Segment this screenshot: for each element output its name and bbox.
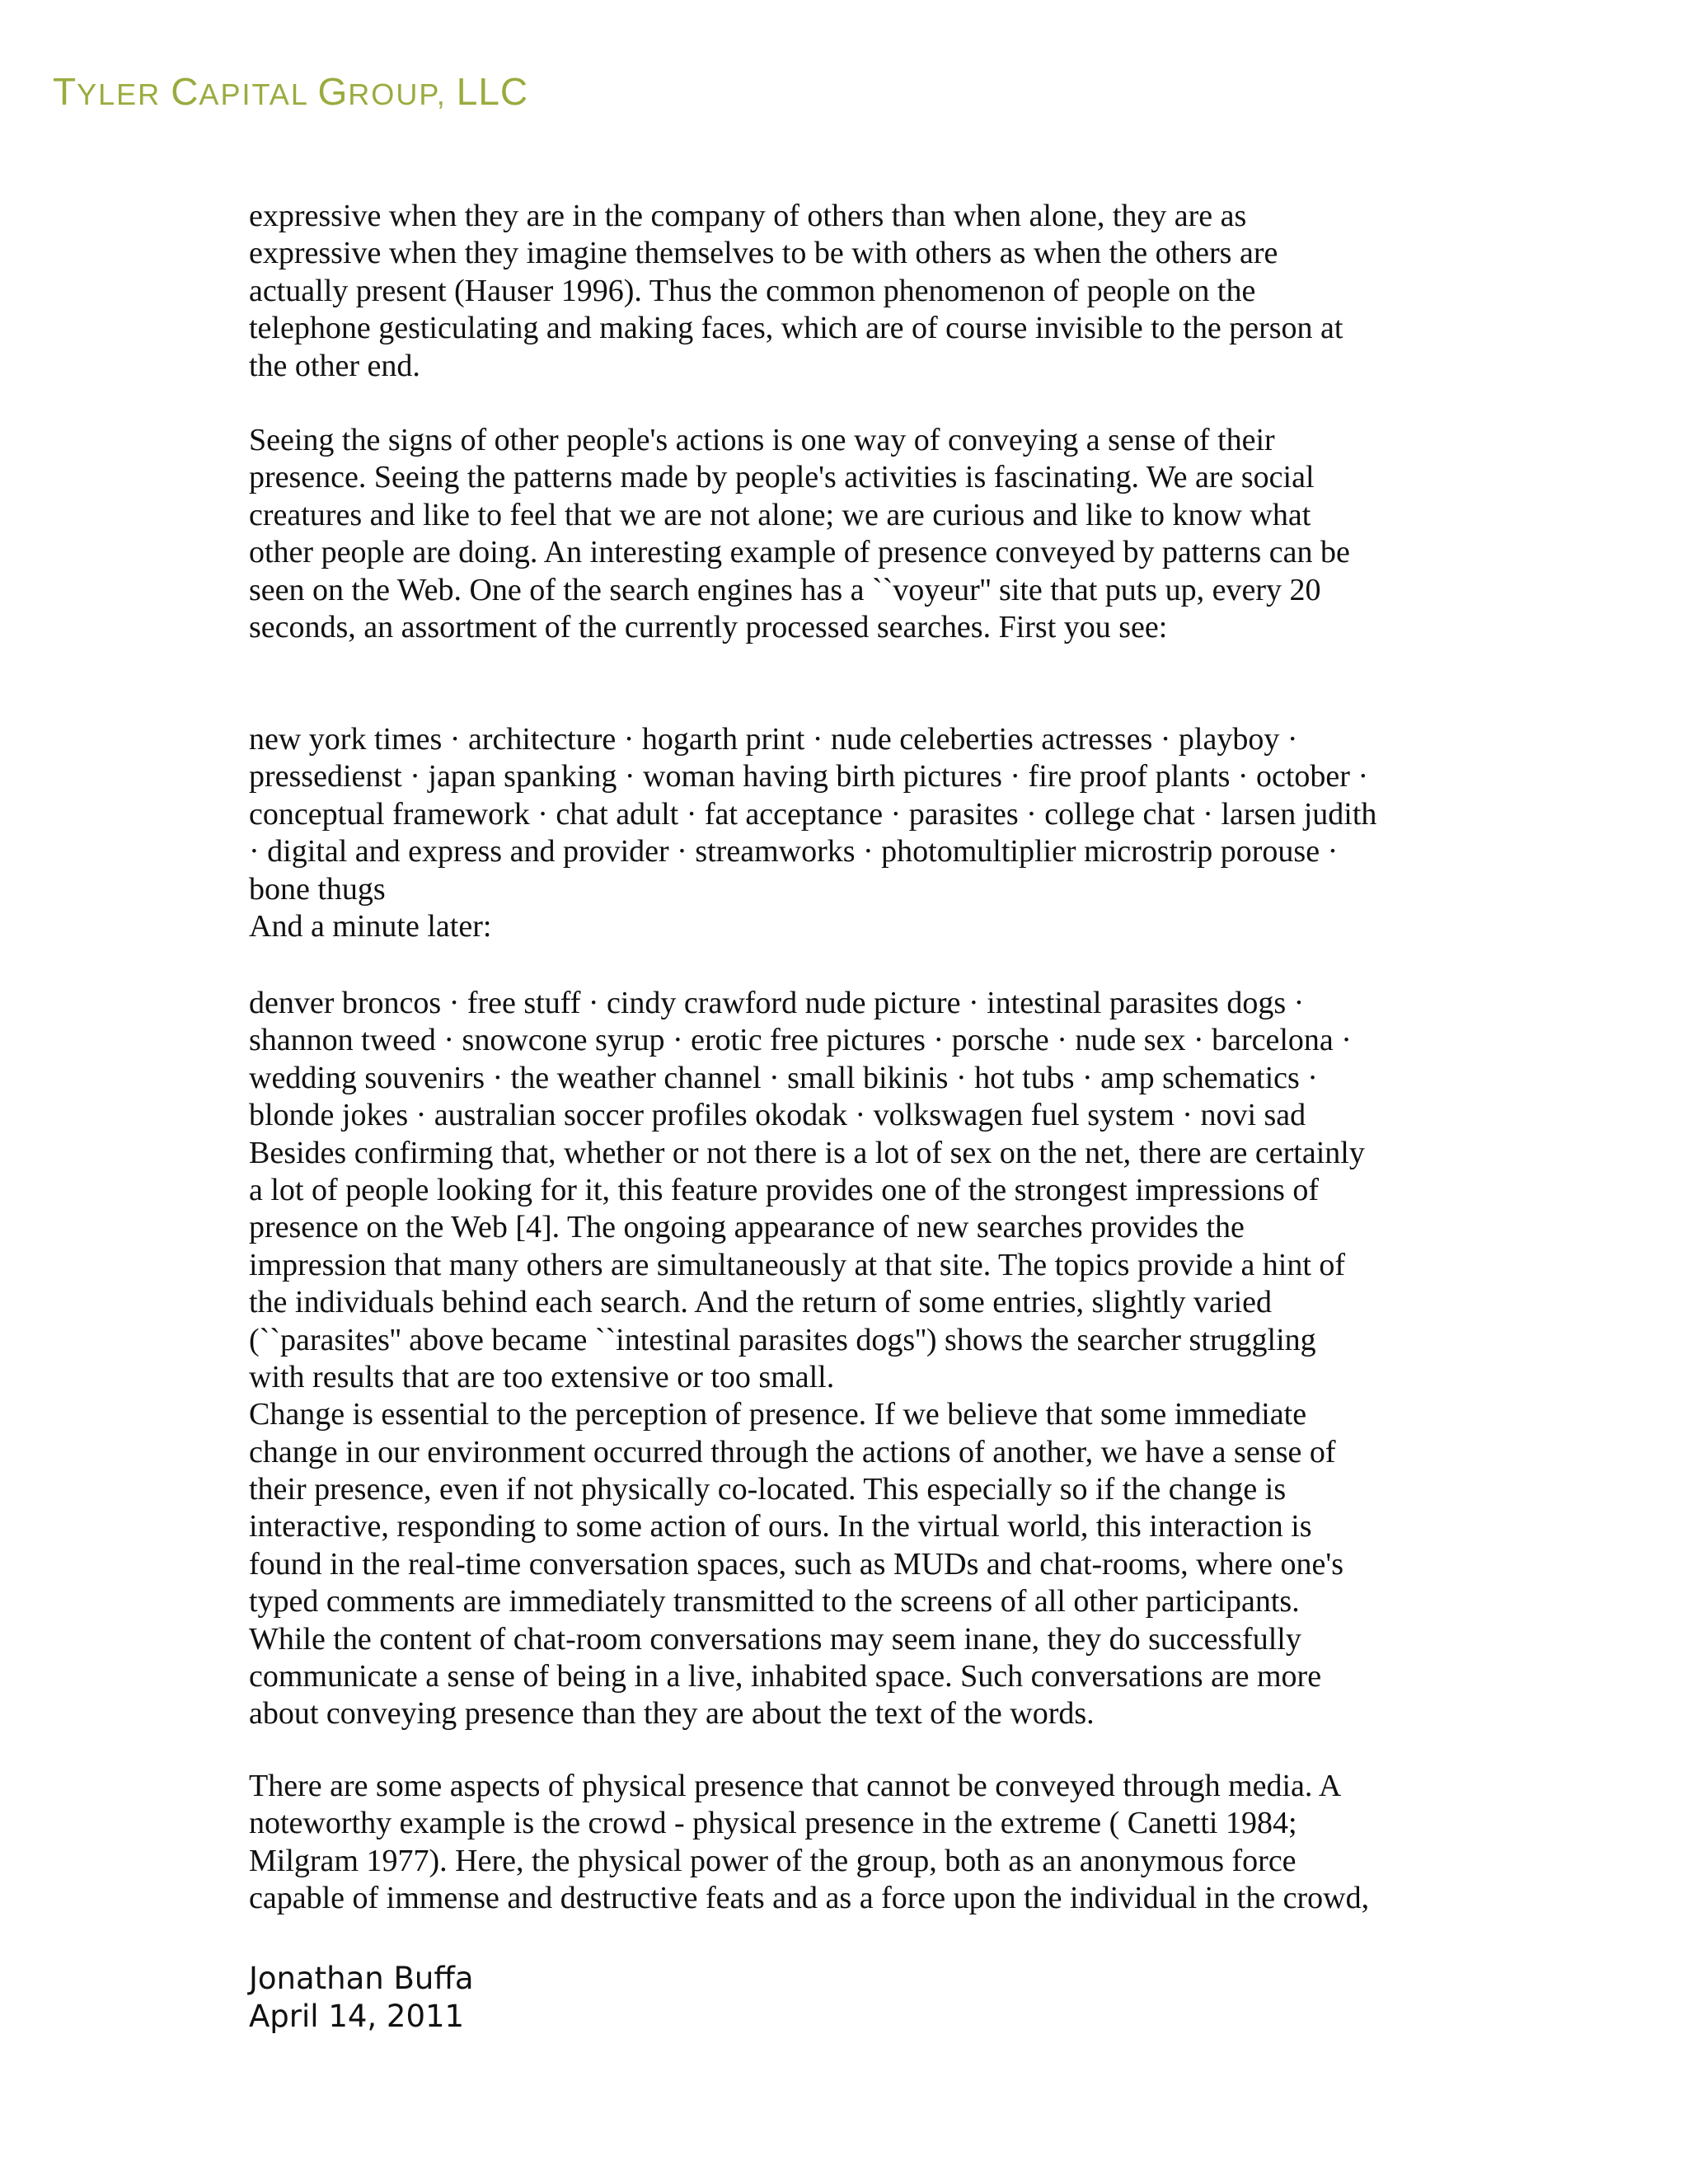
- signature-block: [249, 1960, 474, 2036]
- text-line: (``parasites'' above became ``intestinal parasites dogs'') shows the searcher struggling: [249, 1322, 1316, 1357]
- text-line: new york times · architecture · hogarth print · nude celeberties actresses · playboy ·: [249, 722, 1298, 757]
- text-line: Milgram 1977). Here, the physical power of the group, both as an anonymous force: [249, 1843, 1296, 1878]
- text-line: shannon tweed · snowcone syrup · erotic free pictures · porsche · nude sex · barcelona ·: [249, 1023, 1352, 1058]
- paragraph: [249, 198, 1343, 385]
- text-line: typed comments are immediately transmitted to the screens of all other participants.: [249, 1584, 1300, 1619]
- signature-date: April 14, 2011: [249, 1999, 465, 2034]
- text-line: about conveying presence than they are about the text of the words.: [249, 1696, 1095, 1732]
- text-line: bone thugs: [249, 871, 386, 907]
- text-line: expressive when they imagine themselves to be with others as when the others are: [249, 236, 1278, 271]
- text-line: · digital and express and provider · streamworks · photomultiplier microstrip porouse ·: [249, 834, 1339, 869]
- text-line: And a minute later:: [249, 908, 492, 944]
- text-line: with results that are too extensive or too small.: [249, 1359, 835, 1394]
- text-line: expressive when they are in the company of others than when alone, they are as: [249, 199, 1247, 233]
- company-name: TYLER CAPITAL GROUP, LLC: [53, 70, 529, 113]
- text-line: telephone gesticulating and making faces, which are of course invisible to the person at: [249, 311, 1343, 346]
- text-line: seconds, an assortment of the currently processed searches. First you see:: [249, 609, 1168, 644]
- text-line: noteworthy example is the crowd - physical presence in the extreme ( Canetti 1984;: [249, 1806, 1297, 1841]
- search-list-first: [249, 721, 1376, 945]
- text-line: blonde jokes · australian soccer profiles okodak · volkswagen fuel system · novi sad: [249, 1098, 1306, 1133]
- text-line: other people are doing. An interesting example of presence conveyed by patterns can be: [249, 535, 1350, 570]
- text-line: wedding souvenirs · the weather channel · small bikinis · hot tubs · amp schematics ·: [249, 1060, 1318, 1095]
- text-line: While the content of chat-room conversations may seem inane, they do successfully: [249, 1621, 1301, 1657]
- text-line: denver broncos · free stuff · cindy crawford nude picture · intestinal parasites dogs ·: [249, 986, 1305, 1020]
- company-letterhead: [53, 70, 529, 113]
- text-line: impression that many others are simultaneously at that site. The topics provide a hint of: [249, 1247, 1346, 1282]
- paragraph: [249, 1768, 1369, 1918]
- text-line: There are some aspects of physical presence that cannot be conveyed through media. A: [249, 1769, 1342, 1803]
- text-line: Besides confirming that, whether or not there is a lot of sex on the net, there are certainly: [249, 1135, 1365, 1170]
- paragraph: [249, 422, 1350, 646]
- text-line: their presence, even if not physically co-located. This especially so if the change is: [249, 1472, 1287, 1507]
- text-line: conceptual framework · chat adult · fat acceptance · parasites · college chat · larsen judith: [249, 796, 1377, 832]
- search-list-second: [249, 985, 1365, 1733]
- text-line: change in our environment occurred through the actions of another, we have a sense of: [249, 1434, 1336, 1469]
- text-line: capable of immense and destructive feats and as a force upon the individual in the crowd,: [249, 1881, 1370, 1916]
- text-line: Change is essential to the perception of presence. If we believe that some immediate: [249, 1397, 1307, 1432]
- text-line: pressedienst · japan spanking · woman having birth pictures · fire proof plants · october ·: [249, 759, 1369, 794]
- text-line: a lot of people looking for it, this feature provides one of the strongest impressions of: [249, 1172, 1320, 1207]
- text-line: interactive, responding to some action of ours. In the virtual world, this interaction is: [249, 1509, 1312, 1544]
- text-line: seen on the Web. One of the search engines has a ``voyeur'' site that puts up, every 20: [249, 572, 1321, 607]
- text-line: communicate a sense of being in a live, inhabited space. Such conversations are more: [249, 1659, 1322, 1694]
- text-line: Seeing the signs of other people's actions is one way of conveying a sense of their: [249, 423, 1275, 457]
- text-line: presence. Seeing the patterns made by people's activities is fascinating. We are social: [249, 460, 1315, 495]
- text-line: creatures and like to feel that we are not alone; we are curious and like to know what: [249, 497, 1311, 532]
- text-line: the individuals behind each search. And the return of some entries, slightly varied: [249, 1285, 1272, 1320]
- text-line: actually present (Hauser 1996). Thus the common phenomenon of people on the: [249, 273, 1256, 308]
- text-line: found in the real-time conversation spaces, such as MUDs and chat-rooms, where one's: [249, 1546, 1344, 1582]
- signature-name: Jonathan Buffa: [249, 1961, 474, 1996]
- text-line: presence on the Web [4]. The ongoing appearance of new searches provides the: [249, 1210, 1245, 1245]
- text-line: the other end.: [249, 348, 420, 383]
